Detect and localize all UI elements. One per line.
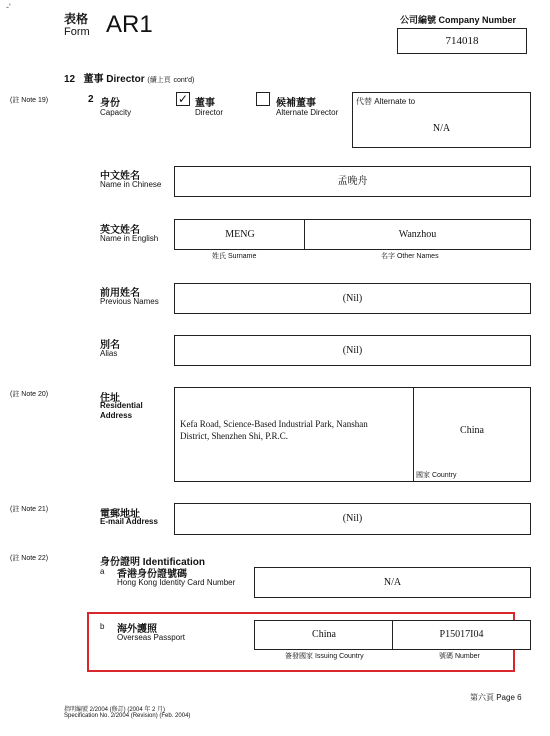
address-label-cn: 住址 <box>100 393 120 404</box>
section-contd-en: cont'd) <box>173 77 195 84</box>
spec-number-cn: 指明編號 2/2004 (修訂) (2004 年 2 月) <box>64 707 166 713</box>
form-label-cn: 表格 <box>64 12 89 26</box>
alternate-to-label: 代替 Alternate to <box>356 97 416 106</box>
previous-names-field[interactable]: (Nil) <box>174 283 531 314</box>
hk-id-field[interactable]: N/A <box>254 567 531 598</box>
note-19: (註 Note 19) <box>10 97 49 104</box>
previous-names-label-en: Previous Names <box>100 297 159 306</box>
english-name-label-cn: 英文姓名 <box>100 225 140 236</box>
note-22: (註 Note 22) <box>10 555 49 562</box>
english-name-label-en: Name in English <box>100 234 159 243</box>
passport-letter: b <box>100 622 105 631</box>
address-label-en1: Residential <box>100 401 143 410</box>
address-country-field[interactable] <box>413 387 531 482</box>
issuing-country-field[interactable]: China <box>254 620 394 650</box>
section-contd-cn: (續上頁 <box>147 77 171 84</box>
passport-number-caption: 號碼 Number <box>439 653 480 660</box>
surname-caption: 姓氏 Surname <box>212 253 257 260</box>
capacity-label-en: Capacity <box>100 108 132 117</box>
spec-number-en: Specification No. 2/2004 (Revision) (Feb. 2004) <box>64 713 191 719</box>
company-number-field[interactable]: 714018 <box>397 28 527 54</box>
page-number: 第六頁 Page 6 <box>470 693 522 702</box>
hk-id-label-en: Hong Kong Identity Card Number <box>117 578 236 587</box>
other-names-caption: 名字 Other Names <box>381 253 439 260</box>
alternate-to-value: N/A <box>432 123 451 134</box>
capacity-label-cn: 身份 <box>100 98 120 109</box>
note-20: (註 Note 20) <box>10 391 49 398</box>
email-label-cn: 電郵地址 <box>100 509 140 520</box>
alias-label-cn: 別名 <box>100 340 120 351</box>
surname-field[interactable]: MENG <box>174 219 306 250</box>
alternate-director-checkbox[interactable] <box>256 92 270 106</box>
section-title <box>64 70 194 85</box>
issuing-country-caption: 簽發國家 Issuing Country <box>285 653 364 660</box>
passport-label-en: Overseas Passport <box>117 633 186 642</box>
chinese-name-label-en: Name in Chinese <box>100 180 162 189</box>
address-label-en2: Address <box>100 411 133 420</box>
director-checkbox[interactable]: ✓ <box>177 92 189 106</box>
hk-id-letter: a <box>100 567 105 576</box>
hk-id-label-cn: 香港身份證號碼 <box>117 569 187 580</box>
alias-field[interactable]: (Nil) <box>174 335 531 366</box>
section-title-cn: 董事 <box>83 74 104 85</box>
form-label-en: Form <box>64 26 90 38</box>
other-names-field[interactable]: Wanzhou <box>304 219 531 250</box>
chinese-name-field[interactable]: 孟晚舟 <box>174 166 531 197</box>
company-number-label: 公司編號 Company Number <box>400 15 517 25</box>
alternate-label-cn: 候補董事 <box>276 98 316 109</box>
alias-label-en: Alias <box>100 349 118 358</box>
corner-mark: -' <box>6 2 11 12</box>
address-line-2: District, Shenzhen Shi, P.R.C. <box>180 431 289 441</box>
previous-names-label-cn: 前用姓名 <box>100 288 140 299</box>
passport-number-field[interactable]: P15017I04 <box>392 620 531 650</box>
identification-label: 身份證明 Identification <box>100 557 205 568</box>
address-field[interactable] <box>174 387 415 482</box>
address-country-caption: 國家 Country <box>416 472 457 479</box>
director-label-en: Director <box>195 108 224 117</box>
chinese-name-label-cn: 中文姓名 <box>100 171 140 182</box>
capacity-item-no: 2 <box>88 94 94 105</box>
note-21: (註 Note 21) <box>10 506 49 513</box>
passport-label-cn: 海外護照 <box>117 624 157 635</box>
address-line-1: Kefa Road, Science-Based Industrial Park, Nanshan <box>180 419 368 429</box>
section-number: 12 <box>64 74 76 85</box>
form-code: AR1 <box>106 11 153 38</box>
director-label-cn: 董事 <box>195 98 215 109</box>
email-field[interactable]: (Nil) <box>174 503 531 535</box>
alternate-to-field[interactable] <box>352 92 531 148</box>
alternate-label-en: Alternate Director <box>276 108 339 117</box>
address-country-value: China <box>460 425 484 436</box>
email-label-en: E-mail Address <box>100 517 158 526</box>
section-title-en: Director <box>106 74 145 85</box>
